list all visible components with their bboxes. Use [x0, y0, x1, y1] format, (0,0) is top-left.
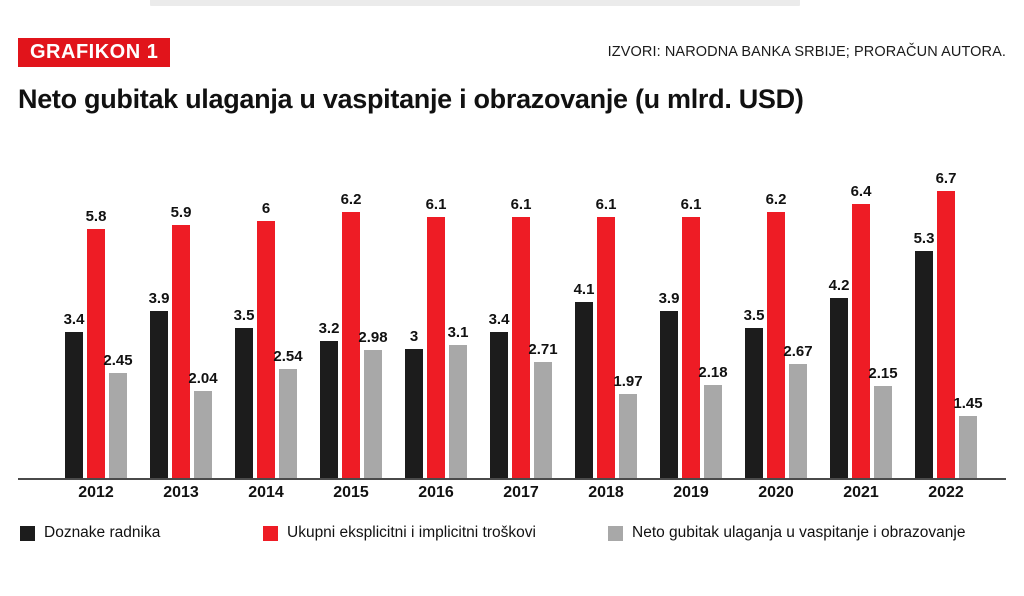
bar[interactable] — [619, 394, 637, 478]
legend-swatch-icon — [263, 526, 278, 541]
bar-group — [738, 140, 814, 478]
bar-value-label: 3.1 — [447, 324, 469, 341]
bar-column[interactable] — [103, 140, 133, 478]
x-tick-label: 2022 — [928, 484, 964, 501]
bar-value-label: 2.71 — [528, 341, 558, 358]
x-tick-label: 2013 — [163, 484, 199, 501]
bar[interactable] — [534, 362, 552, 478]
legend-label: Neto gubitak ulaganja u vaspitanje i obrazovanje — [632, 524, 966, 541]
bar-column[interactable] — [449, 140, 467, 478]
x-tick-label: 2018 — [588, 484, 624, 501]
legend-item[interactable] — [20, 524, 160, 542]
bar-group — [313, 140, 389, 478]
bar-value-label: 6.1 — [680, 196, 702, 213]
bar[interactable] — [364, 350, 382, 478]
bar-column[interactable] — [172, 140, 190, 478]
bar-value-label: 2.15 — [868, 365, 898, 382]
bar-value-label: 4.1 — [573, 281, 595, 298]
page-title: Neto gubitak ulaganja u vaspitanje i obrazovanje (u mlrd. USD) — [18, 84, 804, 114]
x-tick-label: 2015 — [333, 484, 369, 501]
bar-value-label: 6.1 — [425, 196, 447, 213]
bar-value-label: 6.2 — [765, 191, 787, 208]
legend-item[interactable] — [608, 524, 965, 542]
bar-column[interactable] — [937, 140, 955, 478]
bar-group — [228, 140, 304, 478]
bar-column[interactable] — [868, 140, 898, 478]
bar-column[interactable] — [273, 140, 303, 478]
bar-column[interactable] — [150, 140, 168, 478]
bar[interactable] — [235, 328, 253, 478]
bar-column[interactable] — [528, 140, 558, 478]
bar-group — [398, 140, 474, 478]
bar-column[interactable] — [87, 140, 105, 478]
bar[interactable] — [490, 332, 508, 478]
bar-group — [908, 140, 984, 478]
bar-value-label: 1.97 — [613, 373, 643, 390]
bar-value-label: 5.9 — [170, 204, 192, 221]
bar[interactable] — [150, 311, 168, 478]
bar-value-label: 6 — [261, 200, 271, 217]
bar-value-label: 6.2 — [340, 191, 362, 208]
bar-column[interactable] — [188, 140, 218, 478]
bar-group — [483, 140, 559, 478]
x-tick-label: 2021 — [843, 484, 879, 501]
x-tick-label: 2020 — [758, 484, 794, 501]
bar-group — [58, 140, 134, 478]
bar-value-label: 3.2 — [318, 320, 340, 337]
bar-column[interactable] — [257, 140, 275, 478]
x-axis-ticks — [18, 484, 1006, 510]
bar-column[interactable] — [490, 140, 508, 478]
bar-group — [653, 140, 729, 478]
bar-column[interactable] — [613, 140, 643, 478]
bar-column[interactable] — [575, 140, 593, 478]
bar-column[interactable] — [358, 140, 388, 478]
chart-header — [18, 38, 1006, 68]
bar-group — [143, 140, 219, 478]
bar-value-label: 2.67 — [783, 343, 813, 360]
bar-value-label: 6.1 — [510, 196, 532, 213]
bar-value-label: 3.5 — [233, 307, 255, 324]
bar[interactable] — [789, 364, 807, 478]
bar-value-label: 5.8 — [85, 208, 107, 225]
bar[interactable] — [320, 341, 338, 478]
bar[interactable] — [405, 349, 423, 478]
bar[interactable] — [427, 217, 445, 478]
bar[interactable] — [109, 373, 127, 478]
bar-value-label: 1.45 — [953, 395, 983, 412]
bar-column[interactable] — [65, 140, 83, 478]
bar[interactable] — [449, 345, 467, 478]
bar-column[interactable] — [342, 140, 360, 478]
bar-value-label: 6.1 — [595, 196, 617, 213]
bar[interactable] — [279, 369, 297, 478]
bar-groups — [18, 140, 1006, 478]
bar-value-label: 3.4 — [63, 311, 85, 328]
x-tick-label: 2012 — [78, 484, 114, 501]
x-tick-label: 2017 — [503, 484, 539, 501]
bar-value-label: 3.9 — [658, 290, 680, 307]
bar-value-label: 2.54 — [273, 348, 303, 365]
bar-column[interactable] — [953, 140, 983, 478]
bar-value-label: 3.5 — [743, 307, 765, 324]
bar-value-label: 2.98 — [358, 329, 388, 346]
bar[interactable] — [852, 204, 870, 478]
bar-column[interactable] — [320, 140, 338, 478]
bar-value-label: 2.04 — [188, 370, 218, 387]
x-tick-label: 2014 — [248, 484, 284, 501]
chart-legend — [20, 524, 1006, 550]
bar-value-label: 5.3 — [913, 230, 935, 247]
bar[interactable] — [874, 386, 892, 478]
x-axis-line — [18, 478, 1006, 480]
bar-value-label: 2.45 — [103, 352, 133, 369]
bar[interactable] — [959, 416, 977, 478]
sources-note: IZVORI: NARODNA BANKA SRBIJE; PRORAČUN AUTORA. — [607, 44, 1006, 60]
x-tick-label: 2016 — [418, 484, 454, 501]
bar-column[interactable] — [597, 140, 615, 478]
bar[interactable] — [937, 191, 955, 478]
bar-value-label: 3.4 — [488, 311, 510, 328]
bar-group — [823, 140, 899, 478]
legend-label: Ukupni eksplicitni i implicitni troškovi — [287, 524, 536, 541]
bar[interactable] — [745, 328, 763, 478]
legend-label: Doznake radnika — [44, 524, 161, 541]
bar[interactable] — [682, 217, 700, 478]
bar-column[interactable] — [698, 140, 728, 478]
bar-column[interactable] — [767, 140, 785, 478]
bar-column[interactable] — [660, 140, 678, 478]
bar[interactable] — [830, 298, 848, 478]
cropped-text-artifact — [150, 0, 800, 6]
bar[interactable] — [660, 311, 678, 478]
bar-group — [568, 140, 644, 478]
bar[interactable] — [915, 251, 933, 478]
bar-column[interactable] — [405, 140, 423, 478]
bar-column[interactable] — [852, 140, 870, 478]
legend-swatch-icon — [20, 526, 35, 541]
bar-column[interactable] — [235, 140, 253, 478]
bar-column[interactable] — [512, 140, 530, 478]
bar-column[interactable] — [783, 140, 813, 478]
bar-column[interactable] — [915, 140, 933, 478]
bottom-margin — [0, 566, 1024, 596]
top-strip — [0, 0, 1024, 20]
bar-column[interactable] — [745, 140, 763, 478]
plot-area — [18, 140, 1006, 480]
bar[interactable] — [597, 217, 615, 478]
bar[interactable] — [194, 391, 212, 478]
bar-value-label: 2.18 — [698, 364, 728, 381]
bar-column[interactable] — [682, 140, 700, 478]
bar-value-label: 6.7 — [935, 170, 957, 187]
bar-value-label: 3.9 — [148, 290, 170, 307]
legend-swatch-icon — [608, 526, 623, 541]
bar[interactable] — [65, 332, 83, 478]
bar[interactable] — [172, 225, 190, 478]
x-tick-label: 2019 — [673, 484, 709, 501]
bar[interactable] — [342, 212, 360, 478]
bar-value-label: 3 — [409, 328, 419, 345]
legend-item[interactable] — [263, 524, 536, 542]
grafikon-badge: GRAFIKON 1 — [18, 38, 170, 67]
bar[interactable] — [575, 302, 593, 478]
bar-value-label: 6.4 — [850, 183, 872, 200]
bar-value-label: 4.2 — [828, 277, 850, 294]
bar-column[interactable] — [427, 140, 445, 478]
bar[interactable] — [704, 385, 722, 478]
